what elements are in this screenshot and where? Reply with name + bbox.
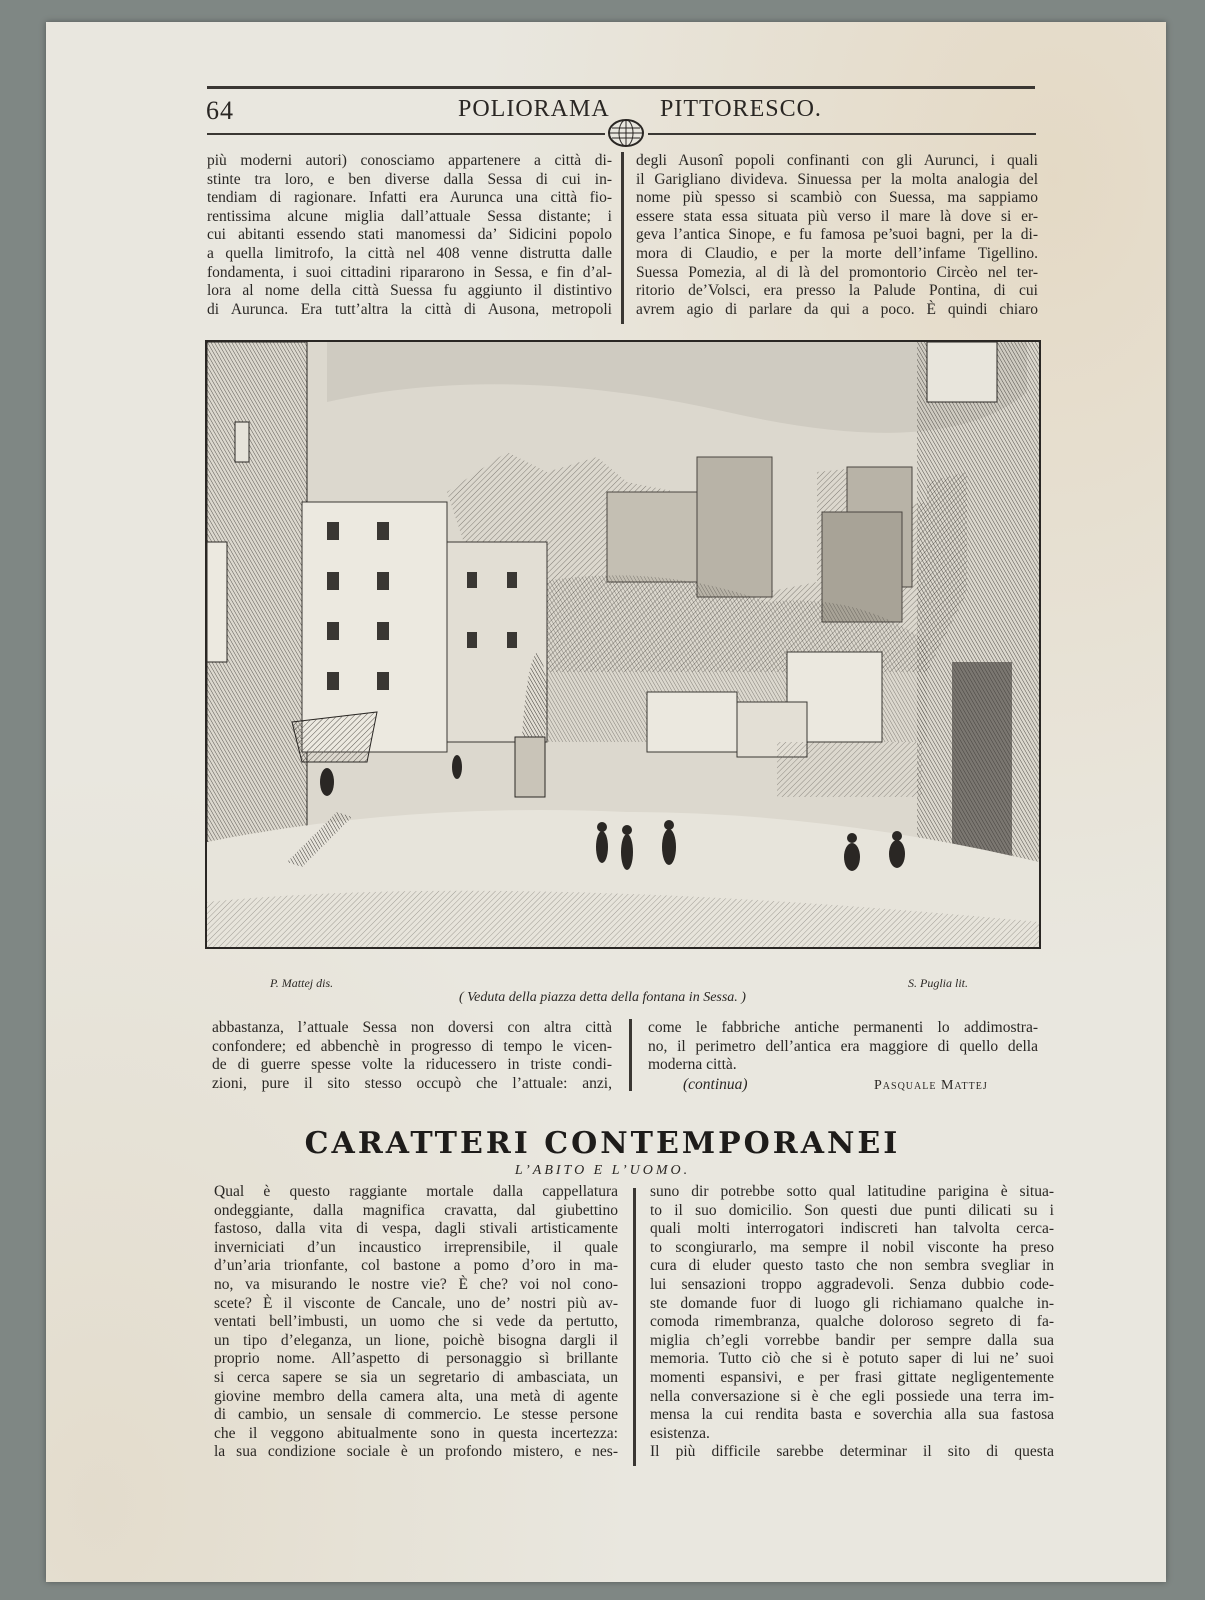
text-line: fondamenta, i suoi cittadini ripararono in Sessa, e fin d’al- <box>207 263 612 281</box>
text-line: ritorio de’Volsci, era presso la Palude Pontina, di cui <box>636 282 1038 300</box>
text-line: nome più spesso si scambiò con Suessa, ma sappiamo <box>636 189 1038 207</box>
text-line: fastoso, dalla vita di vespa, dagli stivali artisticamente <box>214 1220 618 1238</box>
article-column-divider <box>633 1188 636 1466</box>
page-number: 64 <box>206 96 234 125</box>
text-line: zioni, pure il sito stesso occupò che l’attuale: anzi, <box>212 1074 612 1092</box>
text-line: cui abitanti essendo stati manomessi da’ Sidicini popolo <box>207 226 612 244</box>
engraving-illustration <box>205 340 1041 949</box>
text-line: cura di eluder questo tasto che non sembra svegliar in <box>650 1257 1054 1275</box>
credit-lithographer: S. Puglia lit. <box>908 976 968 990</box>
text-line: avrem agio di parlare da qui a poco. È quindi chiaro <box>636 300 1038 318</box>
text-line: to scongiurarlo, ma sempre il nobil visconte ha preso <box>650 1238 1054 1256</box>
text-line: lui sensazioni troppo aggradevoli. Senza dubbio code- <box>650 1275 1054 1293</box>
text-line: di Aurunca. Era tutt’altra la città di Ausona, metropoli <box>207 300 612 318</box>
text-line: a quella limitrofo, la città nel 408 venne distrutta dalle <box>207 244 612 262</box>
text-line: de di guerre spesse volte la riducessero in triste condi- <box>212 1056 612 1074</box>
text-line: come le fabbriche antiche permanenti lo addimostra- <box>648 1019 1038 1036</box>
text-line: nella conversazione si è che egli possiede una terra im- <box>650 1387 1054 1405</box>
column-divider-1 <box>621 152 624 324</box>
text-line: quali molti interrogatori indiscreti han talvolta cerca- <box>650 1220 1054 1238</box>
header-bottom-rule-right <box>648 133 1036 135</box>
column-divider-2 <box>629 1019 632 1091</box>
text-column-left-2 <box>212 1019 612 1093</box>
text-line: si cerca sapere se sia un segretario di ambasciata, un <box>214 1368 618 1386</box>
text-line: abbastanza, l’attuale Sessa non doversi con altra città <box>212 1019 612 1036</box>
text-line: momenti espansivi, e per frasi gittate negligentemente <box>650 1368 1054 1386</box>
text-line: ventati bell’imbusti, un uomo che si vede da pertutto, <box>214 1313 618 1331</box>
article-subtitle: L’ABITO E L’UOMO. <box>514 1163 691 1178</box>
text-line: Qual è questo raggiante mortale dalla cappellatura <box>214 1183 618 1200</box>
text-line: comoda rimembranza, qualche doloroso segreto di fa- <box>650 1313 1054 1331</box>
article-title: CARATTERI CONTEMPORANEI <box>304 1126 901 1161</box>
text-line: proprio nome. All’aspetto di personaggio sì brillante <box>214 1350 618 1368</box>
text-line: giovine membro della camera alta, una metà di agente <box>214 1387 618 1405</box>
credit-drawer: P. Mattej dis. <box>270 976 334 990</box>
text-line: un tipo d’eleganza, un lione, poichè bisogna dargli il <box>214 1331 618 1349</box>
text-line: d’un’aria trionfante, col bastone a pomo d’oro in ma- <box>214 1257 618 1275</box>
globe-ornament-icon <box>606 118 646 153</box>
text-line: scete? È il visconte de Cancale, uno de’ nostri più av- <box>214 1294 618 1312</box>
article-column-right <box>650 1183 1054 1462</box>
text-line: miglia ch’egli vorrebbe bandir per sempre dalla sua <box>650 1331 1054 1349</box>
text-line: no, il perimetro dell’antica era maggiore di quello della <box>648 1037 1038 1055</box>
text-line: Suessa Pomezia, al di là del promontorio Circèo nel ter- <box>636 263 1038 281</box>
text-line: tendiam di ragionare. Infatti era Aurunca una città fio- <box>207 189 612 207</box>
text-line: esistenza. <box>650 1424 710 1442</box>
text-column-right-2 <box>648 1019 1038 1075</box>
text-line: essere stata essa situata più verso il mare là dove si er- <box>636 207 1038 225</box>
text-line: lora al nome della città Suessa fu aggiunto il distintivo <box>207 282 612 300</box>
text-line: mensa la cui rendita basta e soverchia alla sua fastosa <box>650 1406 1054 1424</box>
continua-note: (continua) <box>683 1076 748 1093</box>
text-line: mora di Claudio, e per la morte dell’infame Tigellino. <box>636 244 1038 262</box>
text-line: ondeggiante, dalla magnifica cravatta, dal giubettino <box>214 1201 618 1219</box>
header-top-rule <box>207 86 1035 89</box>
text-line: suno dir potrebbe sotto qual latitudine parigina è situa- <box>650 1183 1054 1200</box>
text-line: geva l’antica Sinope, e fu famosa pe’suoi bagni, per la di- <box>636 226 1038 244</box>
text-line: di cambio, un sensale di commercio. Le stesse persone <box>214 1406 618 1424</box>
header-title-left: POLIORAMA <box>458 96 610 122</box>
text-line: no, va misurando le nostre vie? È che? voi nol cono- <box>214 1275 618 1293</box>
author-signature: Pasquale Mattej <box>874 1078 988 1093</box>
text-line: rentissima alcune miglia dall’attuale Sessa distante; i <box>207 207 612 225</box>
text-line: memoria. Tutto ciò che si è potuto saper di lui ne’ suoi <box>650 1350 1054 1368</box>
text-column-right-1 <box>636 152 1038 319</box>
text-line: degli Ausonî popoli confinanti con gli Aurunci, i quali <box>636 152 1038 169</box>
header-title-right: PITTORESCO. <box>660 96 822 122</box>
text-line: la sua condizione sociale è un profondo mistero, e nes- <box>214 1443 618 1461</box>
text-line: stinte tra loro, e ben diverse dalla Sessa di cui in- <box>207 170 612 188</box>
article-column-left <box>214 1183 618 1462</box>
text-column-left-1 <box>207 152 612 319</box>
text-line: moderna città. <box>648 1056 737 1074</box>
text-line: confondere; ed abbenchè in progresso di tempo le vicen- <box>212 1037 612 1055</box>
text-line: Il più difficile sarebbe determinar il sito di questa <box>650 1443 1054 1461</box>
figure-caption: ( Veduta della piazza detta della fontana in Sessa. ) <box>459 990 746 1005</box>
text-line: inverniciati d’un incaustico irreprensibile, il quale <box>214 1238 618 1256</box>
text-line: più moderni autori) conosciamo appartenere a città di- <box>207 152 612 169</box>
text-line: il Garigliano divideva. Sinuessa per la molta analogia del <box>636 170 1038 188</box>
text-line: ste domande fuor di luogo gli richiamano qualche in- <box>650 1294 1054 1312</box>
header-bottom-rule-left <box>207 133 605 135</box>
text-line: che il veggono abitualmente sono in questa incertezza: <box>214 1424 618 1442</box>
text-line: to il suo domicilio. Son questi due punti dilicati su i <box>650 1201 1054 1219</box>
